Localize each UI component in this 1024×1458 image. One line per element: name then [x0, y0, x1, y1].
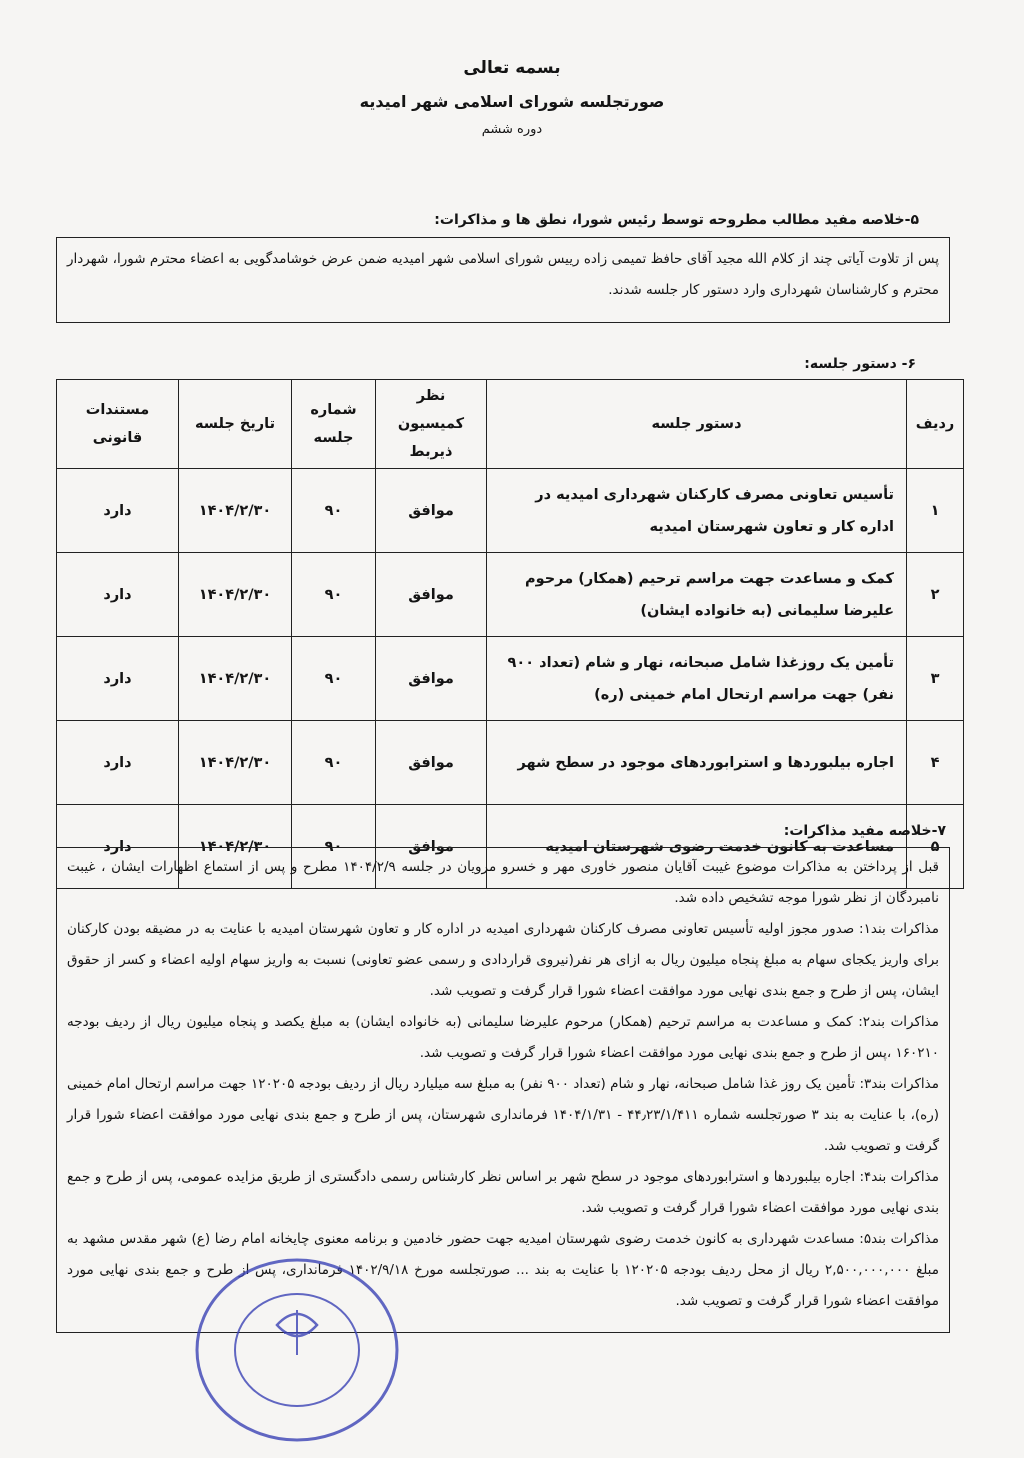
session-number: ۹۰: [292, 721, 376, 805]
document-title: بسمه تعالی: [463, 58, 561, 78]
agenda-item: تأمین یک روزغذا شامل صبحانه، نهار و شام (تعداد ۹۰۰ نفر) جهت مراسم ارتحال امام خمینی (ره): [487, 637, 907, 721]
agenda-item: مساعدت به کانون خدمت رضوی شهرستان امیدیه: [487, 805, 907, 889]
section-5-text: پس از تلاوت آیاتی چند از کلام الله مجید آقای حافظ تمیمی زاده رییس شورای اسلامی شهر امیدیه ضمن عرض خوشامدگویی به اعضاء محترم شورا، شهردار محترم و کارشناسان شهرداری وارد دستور کار جلسه شدند.: [67, 251, 939, 298]
legal-docs: دارد: [57, 637, 179, 721]
session-date: ۱۴۰۴/۲/۳۰: [179, 805, 292, 889]
section-5-box: [56, 237, 950, 323]
column-header-commission: نظر کمیسیون ذیربط: [376, 380, 487, 469]
commission-opinion: موافق: [376, 805, 487, 889]
table-row: [57, 553, 964, 637]
legal-docs: دارد: [57, 469, 179, 553]
row-number: ۴: [907, 721, 964, 805]
session-number: ۹۰: [292, 553, 376, 637]
commission-opinion: موافق: [376, 553, 487, 637]
section-6-heading: ۶- دستور جلسه:: [804, 356, 916, 372]
column-header-session-date: تاریخ جلسه: [179, 380, 292, 469]
session-date: ۱۴۰۴/۲/۳۰: [179, 553, 292, 637]
commission-opinion: موافق: [376, 637, 487, 721]
discussion-intro: قبل از پرداختن به مذاکرات موضوع غیبت آقایان منصور خاوری مهر و خسرو مرویان در جلسه ۱۴۰۴/۲/۹ مطرح و پس از استماع اظهارات ایشان ، غیبت نامبردگان از نظر شورا موجه تشخیص داده شد.: [67, 859, 939, 906]
discussion-item-2: مذاکرات بند۲: کمک و مساعدت به مراسم ترحیم (همکار) مرحوم علیرضا سلیمانی (به خانواده ایشان) به مبلغ یکصد و پنجاه میلیون ریال از ردیف بودجه ۱۶۰۲۱۰ ،پس از طرح و جمع بندی نهایی مورد موافقت اعضاء شورا قرار گرفت و تصویب شد.: [67, 1014, 939, 1061]
document-term: دوره ششم: [481, 122, 543, 137]
table-row: [57, 721, 964, 805]
session-date: ۱۴۰۴/۲/۳۰: [179, 637, 292, 721]
commission-opinion: موافق: [376, 469, 487, 553]
section-7-heading: ۷-خلاصه مفید مذاکرات:: [783, 823, 946, 839]
column-header-row-number: ردیف: [907, 380, 964, 469]
row-number: ۵: [907, 805, 964, 889]
document-subtitle: صورتجلسه شورای اسلامی شهر امیدیه: [359, 92, 665, 111]
session-number: ۹۰: [292, 637, 376, 721]
session-date: ۱۴۰۴/۲/۳۰: [179, 469, 292, 553]
discussion-item-3: مذاکرات بند۳: تأمین یک روز غذا شامل صبحانه، نهار و شام (تعداد ۹۰۰ نفر) به مبلغ سه میلیارد ریال از ردیف بودجه ۱۲۰۲۰۵ جهت مراسم ارتحال امام خمینی (ره)، با عنایت به بند ۳ صورتجلسه شماره ۴۴٫۲۳/۱/۴۱۱ - ۱۴۰۴/۱/۳۱ فرمانداری شهرستان، پس از طرح و جمع بندی نهایی مورد موافقت اعضاء شورا قرار گرفت و تصویب شد.: [67, 1076, 940, 1154]
agenda-item: اجاره بیلبوردها و استرابوردهای موجود در سطح شهر: [487, 721, 907, 805]
session-number: ۹۰: [292, 469, 376, 553]
agenda-table: [56, 379, 964, 889]
legal-docs: دارد: [57, 805, 179, 889]
agenda-item: تأسیس تعاونی مصرف کارکنان شهرداری امیدیه در اداره کار و تعاون شهرستان امیدیه: [487, 469, 907, 553]
column-header-session-number: شماره جلسه: [292, 380, 376, 469]
agenda-item: کمک و مساعدت جهت مراسم ترحیم (همکار) مرحوم علیرضا سلیمانی (به خانواده ایشان): [487, 553, 907, 637]
section-7-box: [56, 847, 950, 1333]
agenda-header-row: [57, 380, 964, 469]
discussion-item-1: مذاکرات بند۱: صدور مجوز اولیه تأسیس تعاونی مصرف کارکنان شهرداری امیدیه در اداره کار و تعاون شهرستان امیدیه با عنایت به در مضیقه بودن کارکنان برای واریز یکجای سهام به مبلغ پنجاه میلیون ریال به ازای هر نفر(نیروی قراردادی و رسمی عضو تعاونی) نسبت به واریز سهام اولیه اعضاء و کسر از حقوق ایشان، پس از طرح و جمع بندی نهایی مورد موافقت اعضاء شورا قرار گرفت و تصویب شد.: [67, 921, 939, 999]
discussion-item-5: مذاکرات بند۵: مساعدت شهرداری به کانون خدمت رضوی شهرستان امیدیه جهت حضور خادمین و برنامه معنوی چایخانه امام رضا (ع) شهر مقدس مشهد به مبلغ ۲,۵۰۰,۰۰۰,۰۰۰ ریال از محل ردیف بودجه ۱۲۰۲۰۵ با عنایت به بند ... صورتجلسه مورخ ۱۴۰۲/۹/۱۸ فرمانداری، پس از طرح و جمع بندی نهایی مورد موافقت اعضاء شورا قرار گرفت و تصویب شد.: [67, 1231, 939, 1309]
section-5-heading: ۵-خلاصه مفید مطالب مطروحه توسط رئیس شورا، نطق ها و مذاکرات:: [434, 212, 919, 228]
legal-docs: دارد: [57, 553, 179, 637]
row-number: ۱: [907, 469, 964, 553]
session-number: ۹۰: [292, 805, 376, 889]
legal-docs: دارد: [57, 721, 179, 805]
session-date: ۱۴۰۴/۲/۳۰: [179, 721, 292, 805]
row-number: ۳: [907, 637, 964, 721]
table-row: [57, 637, 964, 721]
column-header-agenda: دستور جلسه: [487, 380, 907, 469]
table-row: [57, 469, 964, 553]
commission-opinion: موافق: [376, 721, 487, 805]
discussion-item-4: مذاکرات بند۴: اجاره بیلبوردها و استرابوردهای موجود در سطح شهر بر اساس نظر کارشناس رسمی دادگستری از طریق مزایده عمومی، پس از طرح و جمع بندی نهایی مورد موافقت اعضاء شورا قرار گرفت و تصویب شد.: [67, 1169, 939, 1216]
council-seal-stamp: [192, 1255, 402, 1445]
row-number: ۲: [907, 553, 964, 637]
column-header-legal-docs: مستندات قانونی: [57, 380, 179, 469]
